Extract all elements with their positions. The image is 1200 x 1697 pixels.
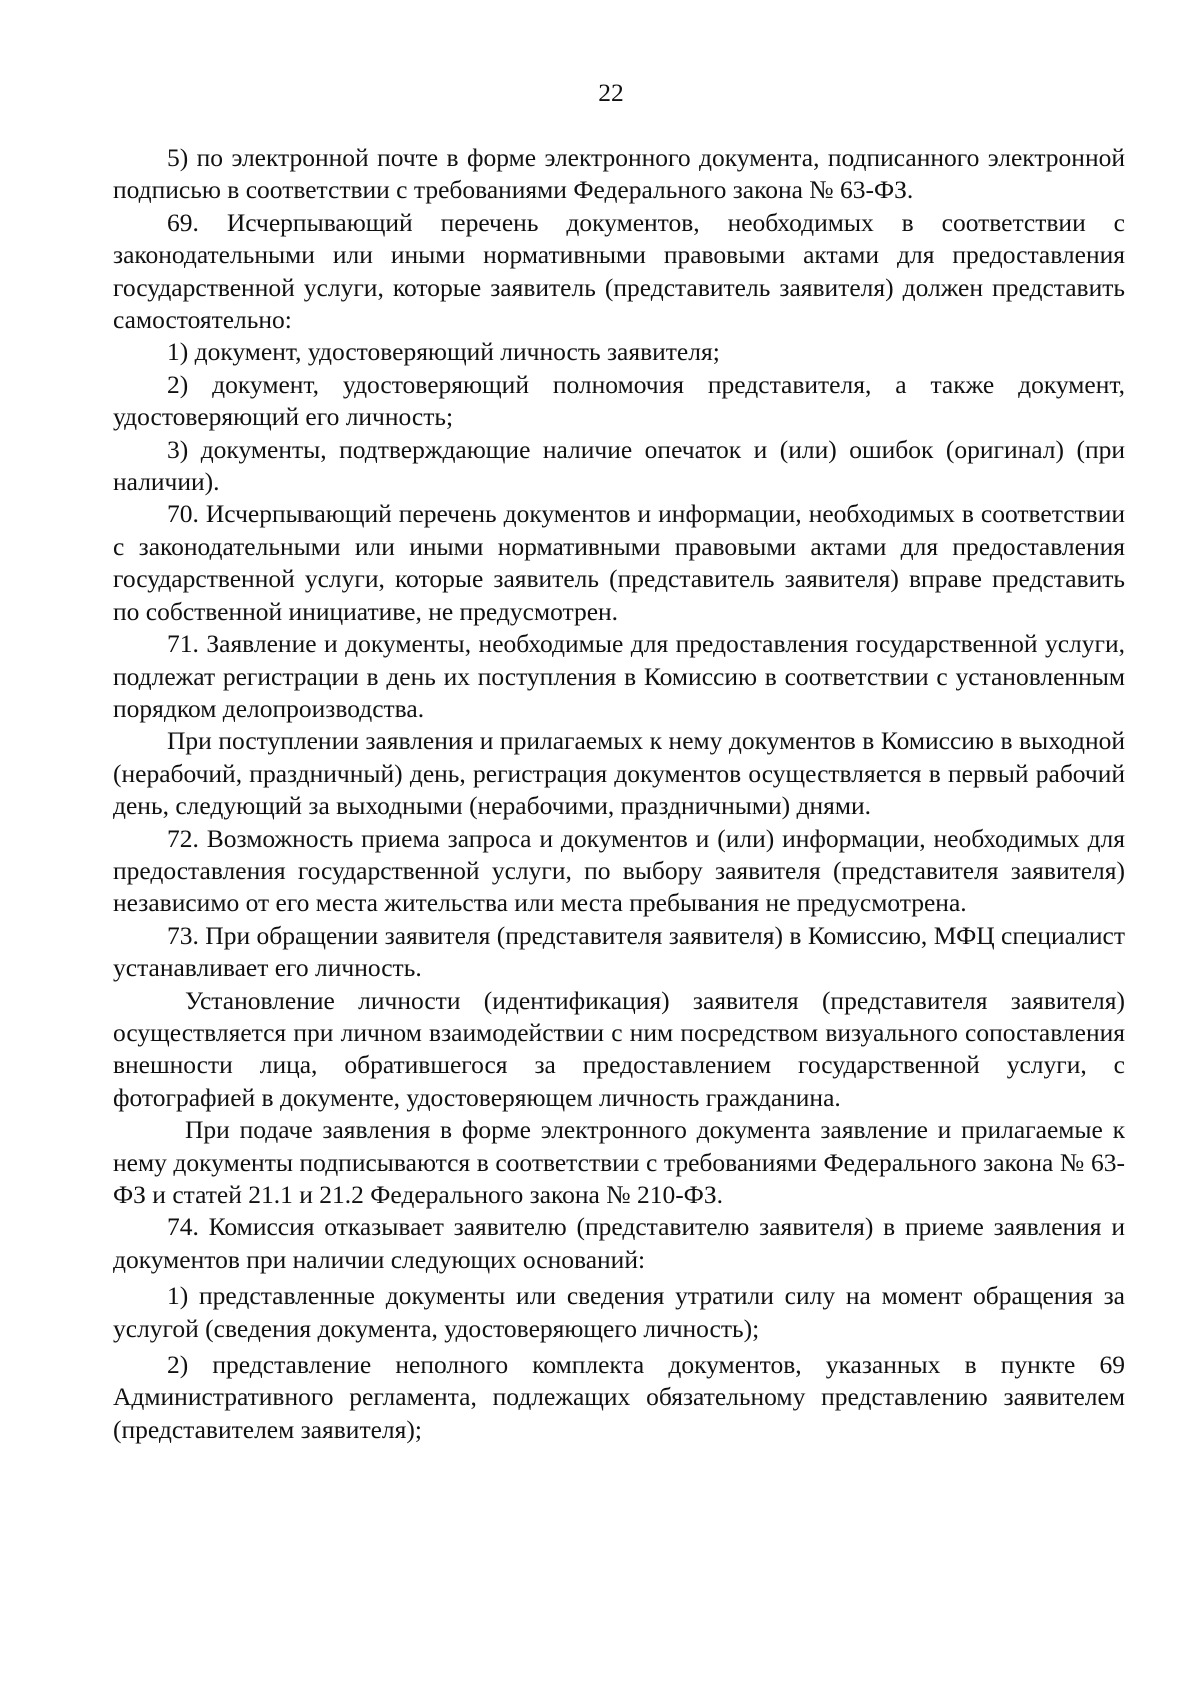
paragraph-item-5-electronic-mail: 5) по электронной почте в форме электронного документа, подписанного электронной подписью в соответствии с требованиями Федерального закона № 63-ФЗ. (113, 143, 1125, 205)
list-item-identity-document: 1) документ, удостоверяющий личность заявителя; (167, 337, 720, 367)
list-item-typos-documents: 3) документы, подтверждающие наличие опечаток и (или) ошибок (оригинал) (при наличии). (113, 434, 1125, 497)
paragraph-73-electronic-submission: При подаче заявления в форме электронного документа заявление и прилагаемые к нему документы подписываются в соответствии с требованиями Федерального закона № 63-ФЗ и статей 21.1 и 21.2 Федерального закона № 210-ФЗ. (113, 1115, 1125, 1209)
page-number: 22 (598, 78, 624, 107)
document-body (113, 142, 1125, 1446)
list-item-representative-authority: 2) документ, удостоверяющий полномочия представителя, а также документ, удостоверяющий его личность; (113, 369, 1125, 432)
paragraph-71: 71. Заявление и документы, необходимые для предоставления государственной услуги, подлежат регистрации в день их поступления в Комиссию в соответствии с установленным порядком делопроизводства. (113, 629, 1125, 723)
paragraph-70: 70. Исчерпывающий перечень документов и информации, необходимых в соответствии с законодательными или иными нормативными правовыми актами для предоставления государственной услуги, которые заявитель (представитель заявителя) вправе представить по собственной инициативе, не предусмотрен. (113, 499, 1125, 626)
paragraph-72: 72. Возможность приема запроса и документов и (или) информации, необходимых для предоставления государственной услуги, по выбору заявителя (представителя заявителя) независимо от его места жительства или места пребывания не предусмотрена. (113, 823, 1125, 918)
paragraph-74: 74. Комиссия отказывает заявителю (представителю заявителя) в приеме заявления и документов при наличии следующих оснований: (113, 1212, 1125, 1274)
paragraph-73-identification: Установление личности (идентификация) заявителя (представителя заявителя) осуществляется при личном взаимодействии с ним посредством визуального сопоставления внешности лица, обратившегося за предоставлением государственной услуги, с фотографией в документе, удостоверяющем личность гражданина. (113, 985, 1125, 1112)
list-item-expired-documents: 1) представленные документы или сведения утратили силу на момент обращения за услугой (сведения документа, удостоверяющего личность); (113, 1281, 1125, 1343)
paragraph-71-weekend-registration: При поступлении заявления и прилагаемых к нему документов в Комиссию в выходной (нерабочий, праздничный) день, регистрация документов осуществляется в первый рабочий день, следующий за выходными (нерабочими, праздничными) днями. (113, 726, 1125, 821)
paragraph-73: 73. При обращении заявителя (представителя заявителя) в Комиссию, МФЦ специалист устанавливает его личность. (113, 920, 1125, 983)
paragraph-69: 69. Исчерпывающий перечень документов, необходимых в соответствии с законодательными или иными нормативными правовыми актами для предоставления государственной услуги, которые заявитель (представитель заявителя) должен представить самостоятельно: (113, 207, 1125, 335)
list-item-incomplete-set: 2) представление неполного комплекта документов, указанных в пункте 69 Административного регламента, подлежащих обязательному представлению заявителем (представителем заявителя); (113, 1350, 1125, 1444)
